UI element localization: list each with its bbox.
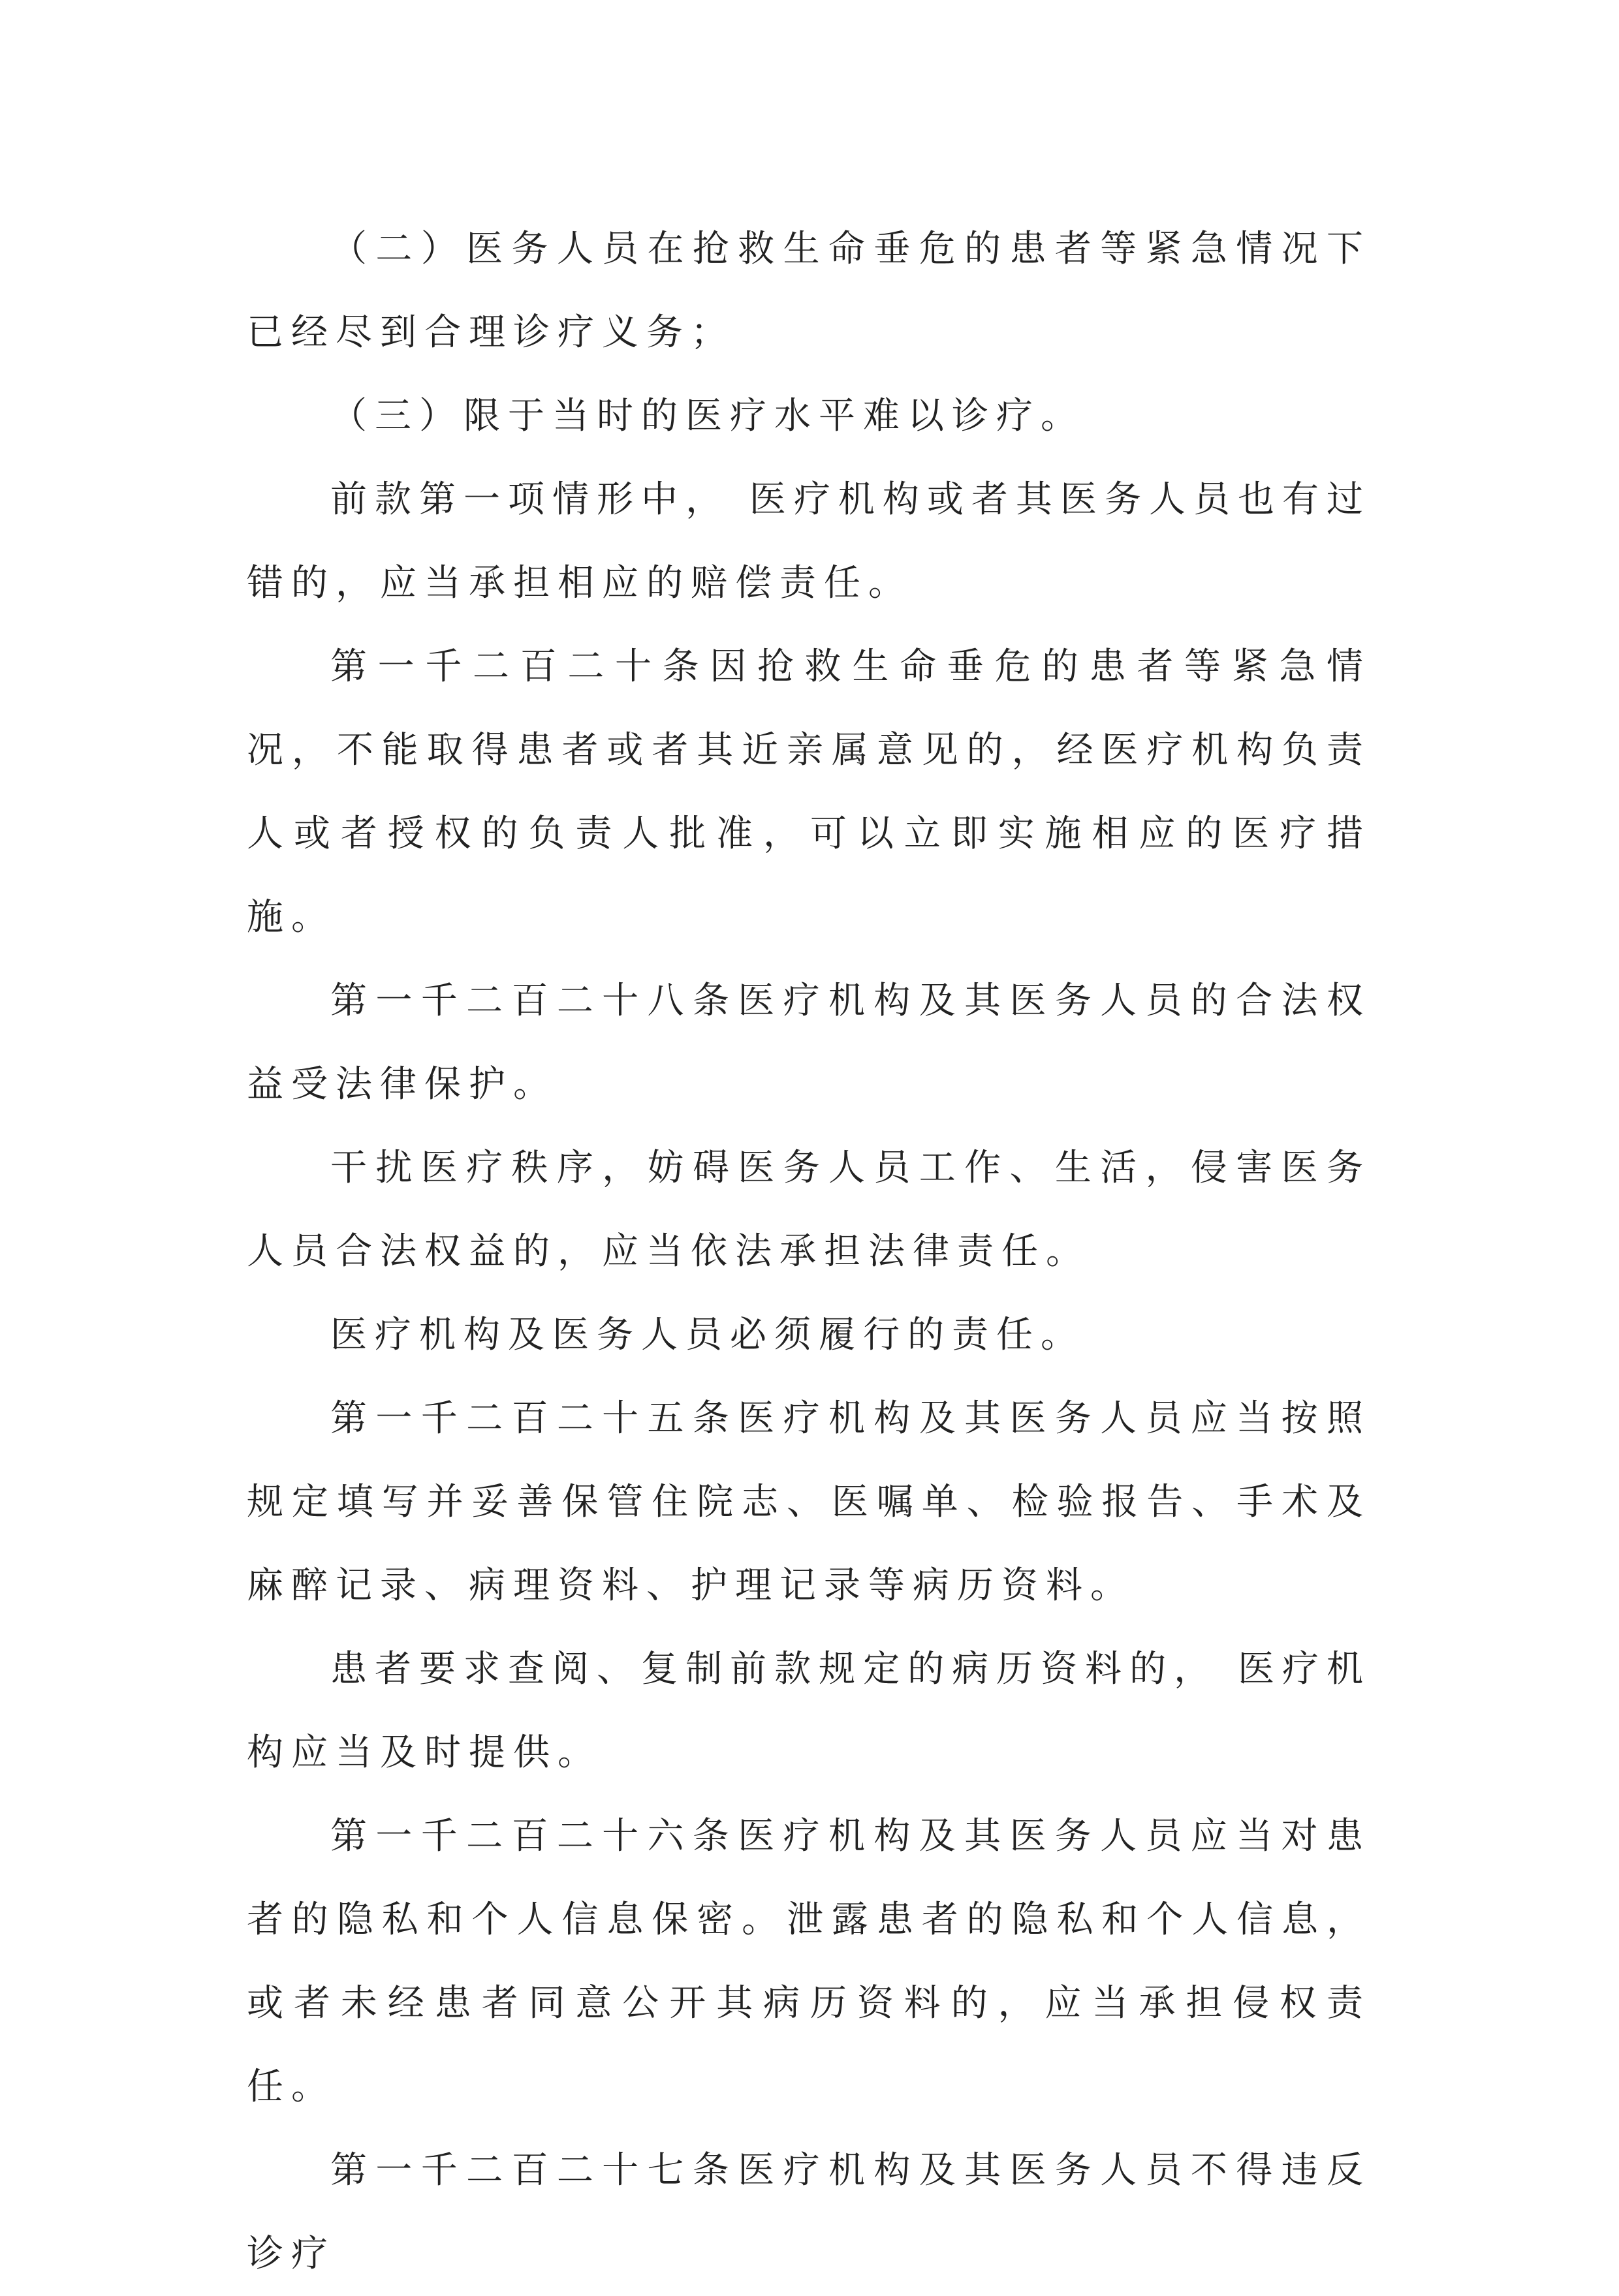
- paragraph: 第一千二百二十五条医疗机构及其医务人员应当按照规定填写并妥善保管住院志、医嘱单、检验报告、手术及麻醉记录、病理资料、护理记录等病历资料。: [247, 1397, 1371, 1607]
- paragraph: （二）医务人员在抢救生命垂危的患者等紧急情况下已经尽到合理诊疗义务；: [247, 228, 1371, 354]
- paragraph: 干扰医疗秩序，妨碍医务人员工作、生活，侵害医务人员合法权益的，应当依法承担法律责任。: [247, 1147, 1371, 1273]
- paragraph: 第一千二百二十八条医疗机构及其医务人员的合法权益受法律保护。: [247, 980, 1371, 1106]
- paragraph: 前款第一项情形中， 医疗机构或者其医务人员也有过错的，应当承担相应的赔偿责任。: [247, 478, 1371, 604]
- paragraph: 医疗机构及医务人员必须履行的责任。: [330, 1314, 1085, 1356]
- paragraph: 第一千二百二十条因抢救生命垂危的患者等紧急情况，不能取得患者或者其近亲属意见的，经医疗机构负责人或者授权的负责人批准，可以立即实施相应的医疗措施。: [247, 645, 1371, 939]
- paragraph: 第一千二百二十六条医疗机构及其医务人员应当对患者的隐私和个人信息保密。泄露患者的隐私和个人信息，或者未经患者同意公开其病历资料的，应当承担侵权责任。: [247, 1815, 1371, 2108]
- paragraph: 患者要求查阅、复制前款规定的病历资料的， 医疗机构应当及时提供。: [247, 1648, 1371, 1774]
- paragraph: 第一千二百二十七条医疗机构及其医务人员不得违反诊疗: [247, 2149, 1371, 2275]
- document-body: [247, 208, 1371, 2296]
- paragraph: （三）限于当时的医疗水平难以诊疗。: [330, 395, 1085, 437]
